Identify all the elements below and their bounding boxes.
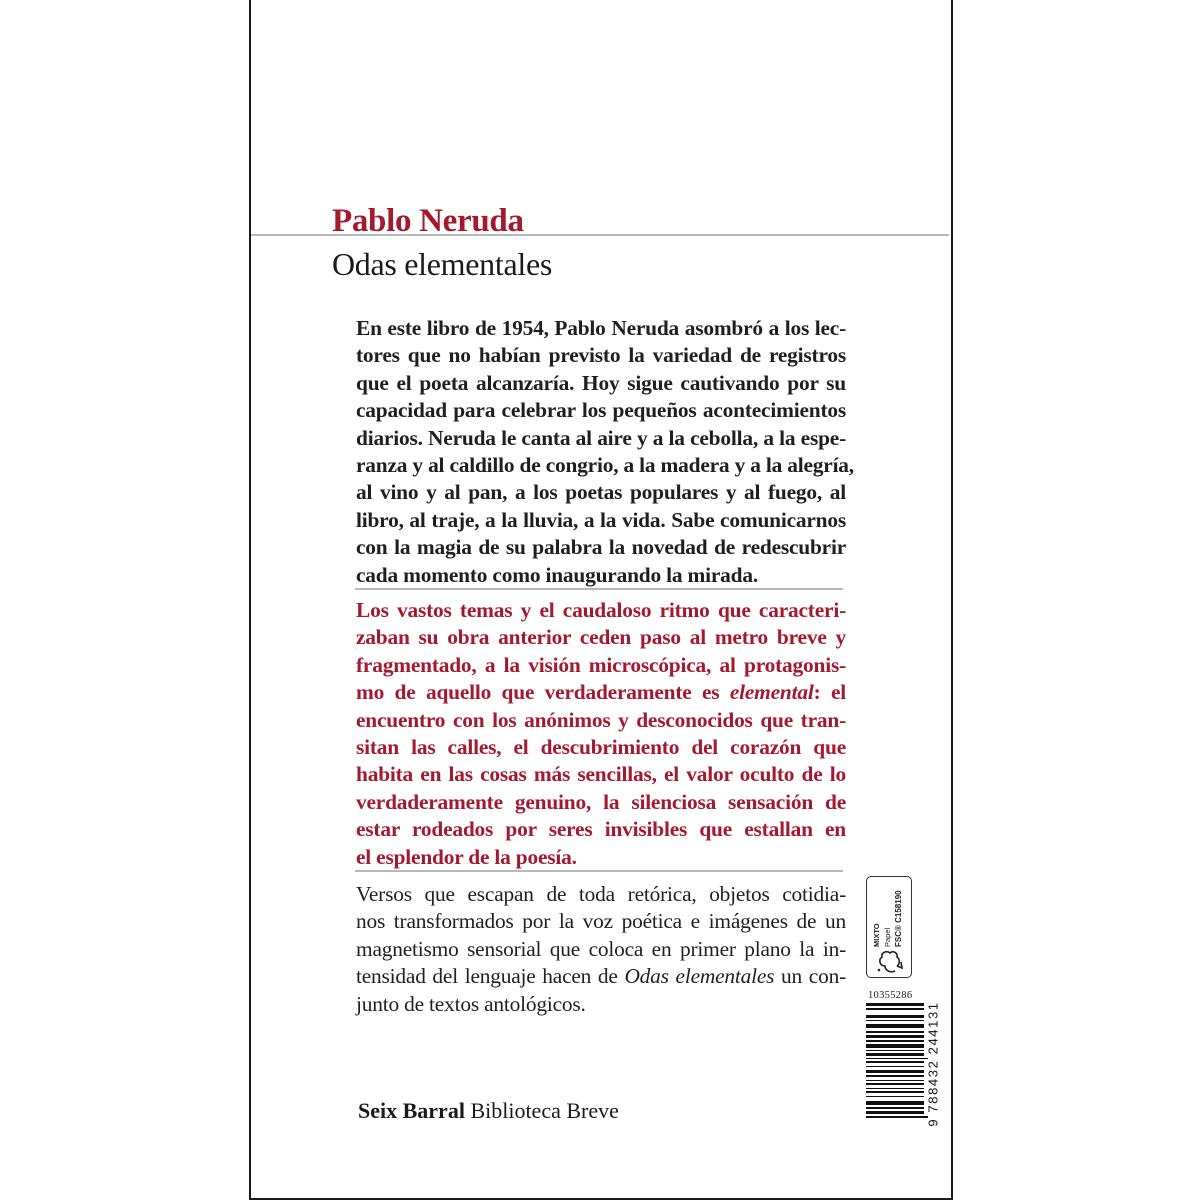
- text-line: tores que no habían previsto la variedad de registros: [356, 343, 846, 368]
- isbn-number: 9 788432 244131: [925, 1001, 941, 1127]
- text-line: junto de textos antológicos.: [356, 991, 586, 1016]
- blurb-paragraph-2: [356, 597, 846, 871]
- product-code: 10355286: [868, 990, 913, 1001]
- isbn-digits: [923, 1003, 943, 1125]
- book-title: Odas elementales: [332, 246, 552, 282]
- blurb-paragraph-3: [356, 881, 846, 1018]
- author-name: Pablo Neruda: [332, 203, 524, 239]
- italic-term: elemental: [729, 680, 814, 705]
- text-fragment: mo de aquello que verdaderamente es: [356, 680, 730, 705]
- text-line: fragmentado, a la visión microscópica, al protagonis-: [356, 652, 846, 677]
- text-line: el esplendor de la poesía.: [356, 844, 577, 869]
- text-line: capacidad para celebrar los pequeños acontecimientos: [356, 398, 846, 423]
- text-line: con la magia de su palabra la novedad de redescubrir: [356, 535, 846, 560]
- fsc-type: MIXTO: [872, 923, 881, 947]
- blurb-paragraph-1: [356, 315, 854, 589]
- text-line: [356, 679, 846, 706]
- text-line: nos transformados por la voz poética e imágenes de un: [356, 909, 846, 934]
- section-divider: [355, 870, 843, 872]
- text-line: ranza y al caldillo de congrio, a la madera y a la alegría,: [356, 453, 854, 478]
- text-line: verdaderamente genuino, la silenciosa sensación de: [356, 789, 846, 814]
- text-fragment: tensidad del lenguaje hacen de: [356, 964, 625, 989]
- text-line: magnetismo sensorial que coloca en primer plano la in-: [356, 936, 846, 961]
- text-line: diarios. Neruda le canta al aire y a la cebolla, a la espe-: [356, 425, 846, 450]
- text-line: Versos que escapan de toda retórica, objetos cotidia-: [356, 882, 846, 906]
- fsc-tree-icon: [873, 949, 905, 975]
- text-line: sitan las calles, el descubrimiento del corazón que: [356, 735, 846, 760]
- collection-name: Biblioteca Breve: [470, 1098, 619, 1123]
- fsc-code: FSC® C158190: [894, 890, 903, 947]
- text-line: habita en las cosas más sencillas, el valor oculto de lo: [356, 762, 846, 787]
- text-line: que el poeta alcanzaría. Hoy sigue cautivando por su: [356, 370, 846, 395]
- isbn-barcode: [866, 1003, 924, 1119]
- text-line: [356, 963, 846, 990]
- publisher-imprint: [358, 1098, 619, 1124]
- fsc-certification-label: [866, 876, 912, 978]
- italic-title: Odas elementales: [624, 964, 775, 989]
- section-divider: [355, 588, 843, 590]
- fsc-text-block: [871, 890, 904, 947]
- text-fragment: un con-: [774, 964, 846, 989]
- text-line: estar rodeados por seres invisibles que estallan en: [356, 817, 846, 842]
- text-fragment: : el: [813, 680, 846, 705]
- text-line: Los vastos temas y el caudaloso ritmo que caracteri-: [356, 598, 846, 622]
- text-line: En este libro de 1954, Pablo Neruda asombró a los lec-: [356, 316, 846, 340]
- text-line: al vino y al pan, a los poetas populares y al fuego, al: [356, 480, 846, 505]
- publisher-name: Seix Barral: [358, 1098, 465, 1123]
- text-line: libro, al traje, a la lluvia, a la vida. Sabe comunicarnos: [356, 507, 846, 532]
- text-line: cada momento como inaugurando la mirada.: [356, 562, 758, 587]
- text-line: zaban su obra anterior ceden paso al metro breve y: [356, 625, 846, 650]
- fsc-material: Papel: [883, 927, 892, 947]
- text-line: encuentro con los anónimos y desconocidos que tran-: [356, 707, 846, 732]
